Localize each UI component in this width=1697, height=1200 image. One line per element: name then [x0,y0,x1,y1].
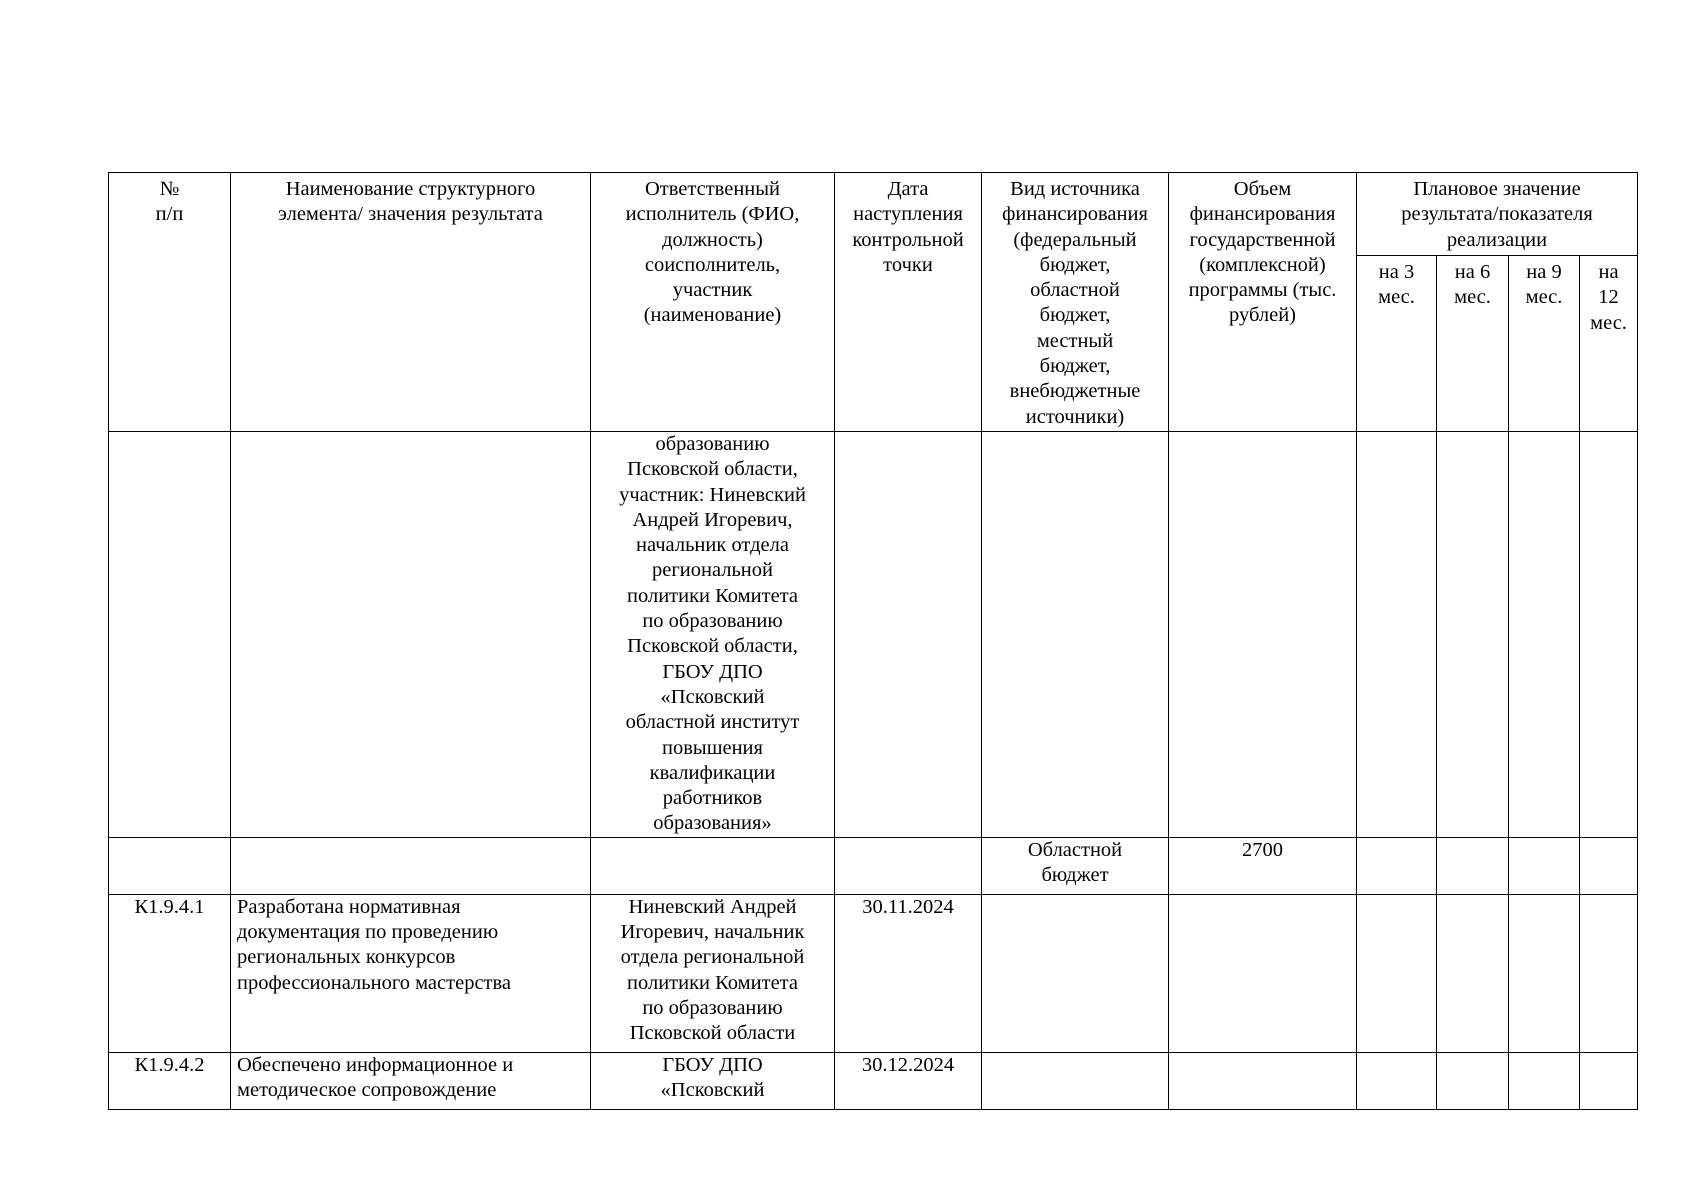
cell-source [982,432,1169,838]
header-name: Наименование структурного элемента/ значения результата [231,173,591,432]
header-plan-group: Плановое значение результата/показателя реализации [1357,173,1638,256]
header-row [109,173,1638,256]
cell-source: Областной бюджет [982,837,1169,894]
cell-plan-3 [1357,894,1437,1052]
cell-date [835,432,982,838]
cell-plan-9 [1509,1052,1580,1109]
cell-plan-3 [1357,1052,1437,1109]
cell-plan-12 [1580,432,1638,838]
plan-table [108,172,1638,1110]
cell-name [231,432,591,838]
header-volume: Объем финансирования государственной (комплексной) программы (тыс. рублей) [1169,173,1357,432]
cell-plan-6 [1437,1052,1509,1109]
header-plan-12: на 12 мес. [1580,256,1638,432]
cell-responsible: Ниневский Андрей Игоревич, начальник отдела региональной политики Комитета по образованию Псковской области [591,894,835,1052]
header-plan-6: на 6 мес. [1437,256,1509,432]
cell-responsible [591,837,835,894]
cell-name: Обеспечено информационное и методическое сопровождение [231,1052,591,1109]
header-date: Дата наступления контрольной точки [835,173,982,432]
cell-num [109,837,231,894]
cell-plan-6 [1437,837,1509,894]
header-responsible: Ответственный исполнитель (ФИО, должность) соисполнитель, участник (наименование) [591,173,835,432]
cell-source [982,1052,1169,1109]
cell-plan-12 [1580,894,1638,1052]
cell-num: К1.9.4.1 [109,894,231,1052]
header-plan-9: на 9 мес. [1509,256,1580,432]
cell-plan-12 [1580,837,1638,894]
cell-num [109,432,231,838]
table-row [109,432,1638,838]
cell-volume [1169,1052,1357,1109]
cell-source [982,894,1169,1052]
cell-date: 30.12.2024 [835,1052,982,1109]
cell-plan-9 [1509,837,1580,894]
cell-name [231,837,591,894]
cell-plan-3 [1357,432,1437,838]
cell-plan-3 [1357,837,1437,894]
header-num: № п/п [109,173,231,432]
table-row [109,894,1638,1052]
table-row [109,1052,1638,1109]
table-row [109,837,1638,894]
cell-num: К1.9.4.2 [109,1052,231,1109]
cell-responsible: образованию Псковской области, участник: Ниневский Андрей Игоревич, начальник отдела региональной политики Комитета по образованию Псковской области, ГБОУ ДПО «Псковский областной институт повышения квалификации работников образования» [591,432,835,838]
cell-date: 30.11.2024 [835,894,982,1052]
cell-plan-9 [1509,894,1580,1052]
header-source: Вид источника финансирования (федеральный бюджет, областной бюджет, местный бюджет, внебюджетные источники) [982,173,1169,432]
cell-plan-9 [1509,432,1580,838]
cell-plan-12 [1580,1052,1638,1109]
header-plan-3: на 3 мес. [1357,256,1437,432]
cell-plan-6 [1437,432,1509,838]
cell-name: Разработана нормативная документация по проведению региональных конкурсов профессионального мастерства [231,894,591,1052]
cell-responsible: ГБОУ ДПО «Псковский [591,1052,835,1109]
cell-volume [1169,894,1357,1052]
cell-volume [1169,432,1357,838]
cell-date [835,837,982,894]
cell-plan-6 [1437,894,1509,1052]
cell-volume: 2700 [1169,837,1357,894]
